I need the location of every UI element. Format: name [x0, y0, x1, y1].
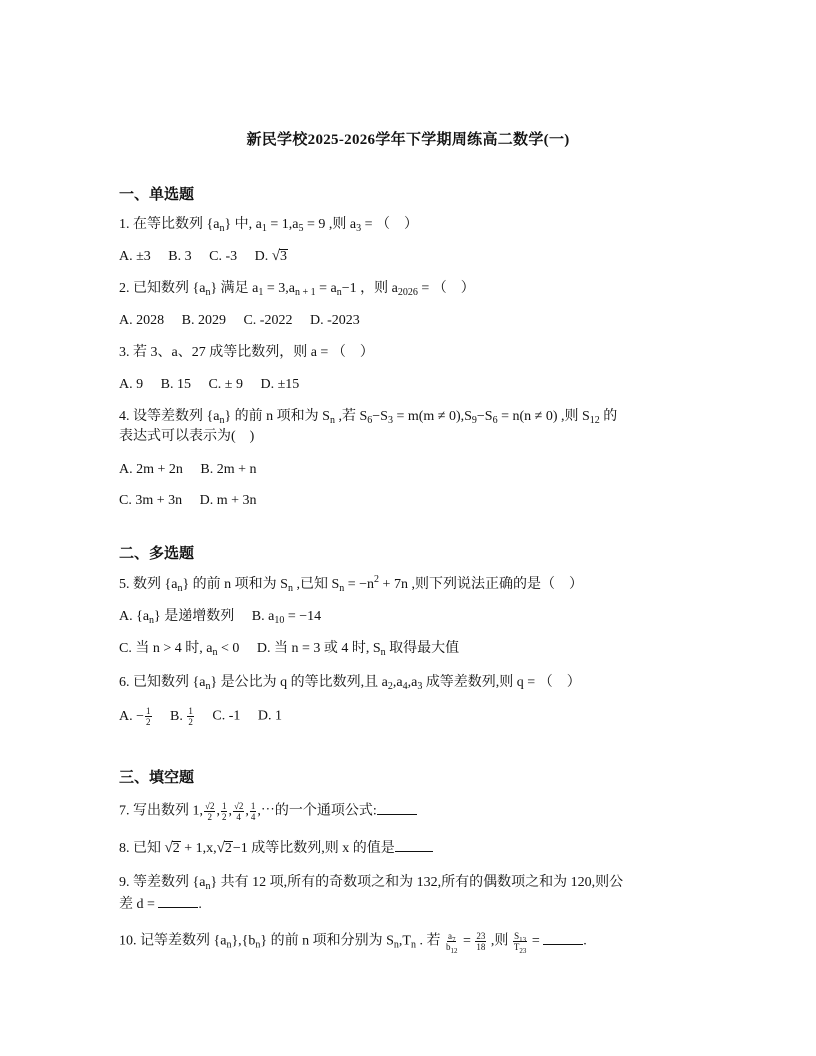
- option-a: A. 2028: [119, 313, 165, 328]
- question-9-stem-line2: 差 d = .: [119, 897, 202, 912]
- option-a: A. 2m + 2n: [119, 462, 183, 477]
- option-c: C. 当 n > 4 时, $a_n < 0$: [119, 641, 240, 658]
- question-3-stem: 3. 若 3、a、27 成等比数列，则 a = （ ）: [119, 345, 374, 360]
- section-heading-fill-in: 三、填空题: [119, 770, 195, 786]
- answer-blank[interactable]: [377, 802, 417, 815]
- question-5-options-row1: [119, 607, 321, 627]
- option-d: D. 当 n = 3 或 4 时, $S_n$ 取得最大值: [256, 641, 460, 658]
- answer-blank[interactable]: [543, 932, 583, 945]
- section-heading-multiple-choice: 二、多选题: [119, 546, 195, 562]
- option-c: C. -2022: [243, 313, 293, 328]
- question-4-options-row2: [119, 491, 257, 511]
- question-4-stem-line2: 表达式可以表示为( ): [119, 429, 255, 444]
- answer-blank[interactable]: [158, 895, 198, 908]
- section-heading-single-choice: 一、单选题: [119, 187, 195, 203]
- option-b: B. 15: [160, 377, 191, 392]
- question-3-options: [119, 375, 299, 395]
- option-a: A. − $\frac{1}{2}$: [119, 706, 151, 727]
- option-d: D. m + 3n: [199, 493, 257, 508]
- question-4-options-row1: [119, 460, 257, 480]
- option-a: A. 9: [119, 377, 144, 392]
- question-2-stem: 2. 已知数列 $\{a_n\}$ 满足 $a_1 = 3,a_{n + 1} = a_n-1$ ，则 $a_{2026}$ = （ ）: [119, 281, 475, 298]
- option-d: D. ±15: [260, 377, 300, 392]
- question-7-stem: 7. 写出数列 1, $\frac{√2}{2}$ , $\frac{1}{2}$ , $\frac{√2}{4}$ , $\frac{1}{4}$ ,⋯的一个通项公式:: [119, 801, 417, 822]
- option-b: B. 2m + n: [200, 462, 257, 477]
- option-b: B. $\frac{1}{2}$: [170, 706, 193, 727]
- question-2-options: [119, 311, 360, 331]
- question-10-stem: 10. 记等差数列 $\{a_n\},\{b_n\}$ 的前 n 项和分别为 $S_n,T_n$ . 若 $\frac{a_7}{b_{12}}$ = $\frac{23}{18}$ ,则 $\frac{S_{13}}{T_{23}}$ = .: [119, 931, 587, 955]
- option-d: D. -2023: [309, 313, 360, 328]
- question-9-stem: 9. 等差数列 $\{a_n\}$ 共有 12 项,所有的奇数项之和为 132,所有的偶数项之和为 120,则公: [119, 875, 624, 892]
- answer-blank[interactable]: [395, 839, 433, 852]
- question-8-stem: 8. 已知 √ 2 + 1,x, √ 2 −1 成等比数列,则 x 的值是: [119, 839, 433, 859]
- question-1-stem: 1. 在等比数列 $\{a_n\}$ 中, $a_1 = 1,a_5 = 9$ ,则 $a_3$ = （ ）: [119, 217, 418, 234]
- option-d: D. 1: [257, 708, 282, 724]
- option-b: B. $a_{10} = -14$: [251, 609, 322, 626]
- question-6-stem: 6. 已知数列 $\{a_n\}$ 是公比为 q 的等比数列,且 $a_2,a_4,a_3$ 成等差数列,则 q = （ ）: [119, 675, 581, 692]
- question-5-options-row2: [119, 639, 459, 659]
- page-title: 新民学校2025-2026学年下学期周练高二数学(一): [246, 132, 570, 148]
- option-d: D. √ 3: [254, 248, 287, 264]
- question-4-stem: 4. 设等差数列 $\{a_n\}$ 的前 n 项和为 $S_n$ ,若 $S_6-S_3 = m(m \ne 0),S_9-S_6 = n(n \ne 0)$ ,则 $S_{12}$ 的: [119, 409, 618, 426]
- option-a: A. $\{a_n\}$ 是递增数列: [119, 609, 235, 626]
- option-c: C. 3m + 3n: [119, 493, 183, 508]
- option-c: C. -3: [209, 249, 238, 264]
- option-a: A. ±3: [119, 249, 151, 264]
- option-c: C. -1: [212, 708, 241, 724]
- question-6-options: [119, 706, 282, 727]
- question-1-options: [119, 247, 288, 267]
- option-c: C. ± 9: [208, 377, 243, 392]
- option-b: B. 2029: [181, 313, 226, 328]
- question-5-stem: 5. 数列 $\{a_n\}$ 的前 n 项和为 $S_n$ ,已知 $S_n = -n^2 + 7n$ ,则下列说法正确的是（ ）: [119, 574, 583, 594]
- option-b: B. 3: [168, 249, 192, 264]
